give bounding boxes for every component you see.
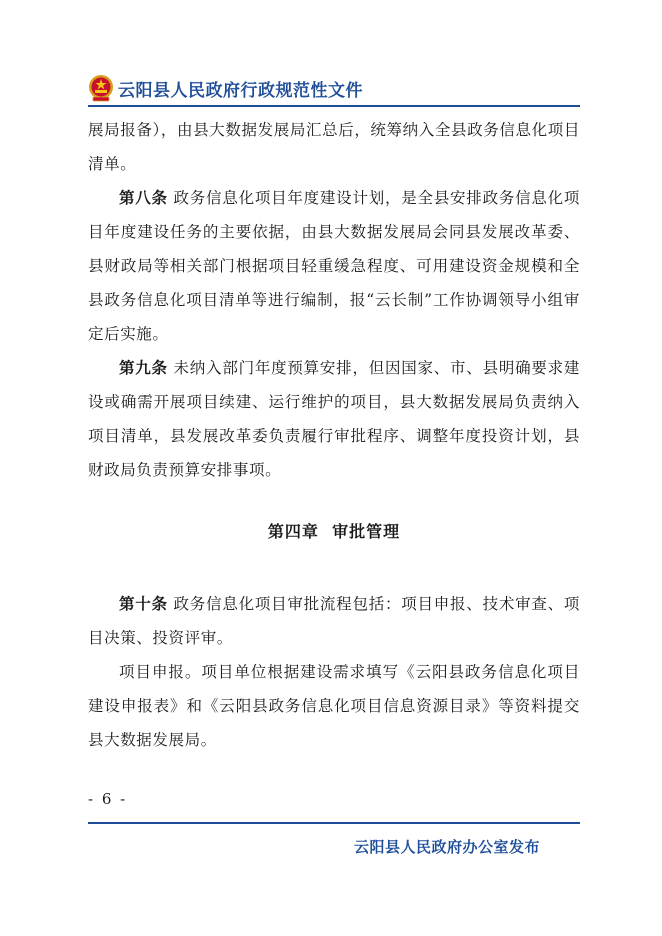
document-header [88,72,580,114]
header-divider [88,105,580,107]
document-body [88,113,580,757]
article-9-heading: 第九条 [119,359,168,377]
article-8-text: 政务信息化项目年度建设计划，是全县安排政务信息化项目年度建设任务的主要依据，由县大数据发展局会同县发展改革委、县财政局等相关部门根据项目轻重缓急程度、可用建设资金规模和全县政务信息化项目清单等进行编制，报“云长制”工作协调领导小组审定后实施。 [88,189,580,343]
article-8-heading: 第八条 [119,189,168,207]
page-number: - 6 - [88,790,128,808]
article-10 [88,587,580,655]
article-10-text: 政务信息化项目审批流程包括：项目申报、技术审查、项目决策、投资评审。 [88,595,580,647]
chapter-heading: 第四章 审批管理 [267,522,401,541]
article-10-heading: 第十条 [119,595,168,613]
project-application-paragraph: 项目申报。项目单位根据建设需求填写《云阳县政务信息化项目建设申报表》和《云阳县政务信息化项目信息资源目录》等资料提交县大数据发展局。 [88,663,580,749]
article-9 [88,351,580,487]
publisher-footer: 云阳县人民政府办公室发布 [353,838,540,856]
article-8 [88,181,580,351]
paragraph-continuation: 展局报备），由县大数据发展局汇总后，统筹纳入全县政务信息化项目清单。 [88,121,580,173]
national-emblem-icon [88,74,114,102]
footer-divider [88,822,580,824]
document-header-title: 云阳县人民政府行政规范性文件 [118,81,363,101]
article-9-text: 未纳入部门年度预算安排，但因国家、市、县明确要求建设或确需开展项目续建、运行维护的项目，县大数据发展局负责纳入项目清单，县发展改革委负责履行审批程序、调整年度投资计划，县财政局负责预算安排事项。 [88,359,580,479]
